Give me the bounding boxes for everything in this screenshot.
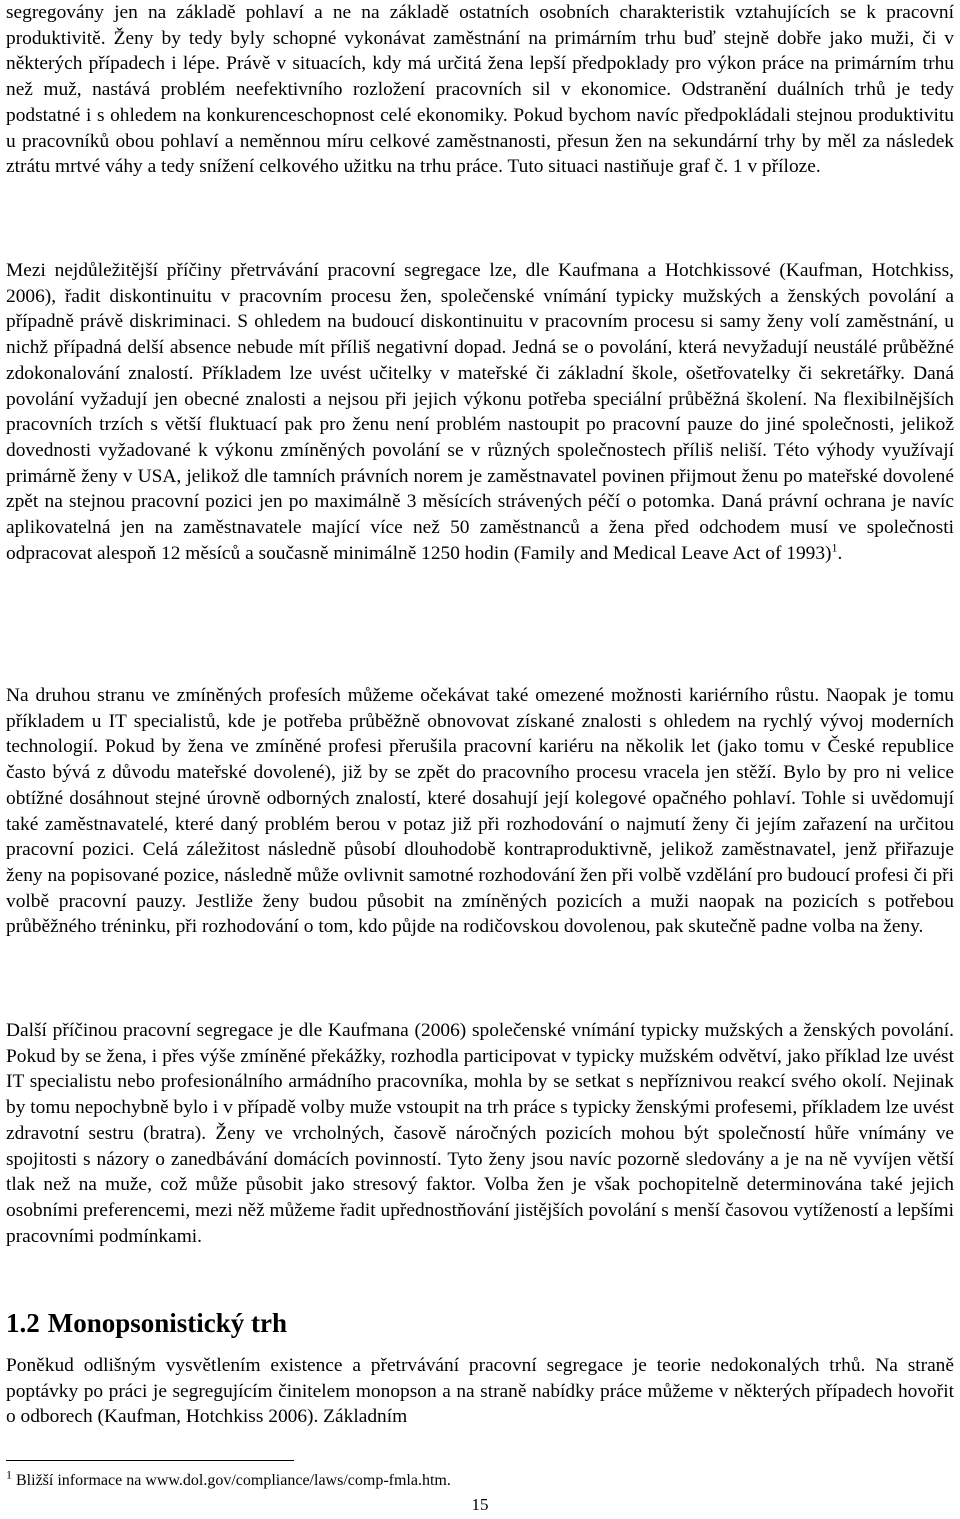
footnote-divider [6, 1460, 294, 1461]
document-page [6, 0, 954, 1519]
section-title: Monopsonistický trh [47, 1308, 288, 1338]
paragraph-2-tail: . [837, 542, 843, 564]
section-heading [6, 1306, 287, 1340]
footnote [6, 1467, 451, 1492]
footnote-marker: 1 [6, 1467, 12, 1482]
page-number: 15 [471, 1495, 489, 1514]
paragraph-2 [6, 258, 954, 566]
paragraph-4: Další příčinou pracovní segregace je dle Kaufmana (2006) společenské vnímání typicky mužských a ženských povolání. Pokud by se žena, i přes výše zmíněné překážky, rozhodla participovat v typicky mužském odvětví, jako příklad lze uvést IT specialistu nebo profesionálního armádního pracovníka, mohla by se setkat s nepříznivou reakcí svého okolí. Nejinak by tomu nepochybně bylo i v případě volby muže vstoupit na trh práce s typicky ženskými profesemi, příkladem lze uvést zdravotní sestru (bratra). Ženy ve vrcholných, časově náročných pozicích mohou být společností hůře vnímány ve spojitosti s názory o zanedbávání domácích povinností. Tyto ženy jsou navíc pozorně sledovány a je na ně vyvíjen větší tlak než na muže, což může působit jako stresový faktor. Volba žen je však pochopitelně determinována také jejich osobními preferencemi, mezi něž můžeme řadit upřednostňování jistějších povolání s menší časovou vytížeností a lepšími pracovními podmínkami. [6, 1020, 954, 1247]
paragraph-3: Na druhou stranu ve zmíněných profesích můžeme očekávat také omezené možnosti kariérního růstu. Naopak je tomu příkladem u IT specialistů, kde je potřeba průběžně obnovovat získané znalosti s ohledem na rychlý vývoj moderních technologií. Pokud by žena ve zmíněné profesi přerušila pracovní kariéru na několik let (jako tomu v České republice často bývá z důvodu mateřské dovolené), již by se zpět do pracovního procesu vracela jen stěží. Bylo by pro ni velice obtížné dosáhnout stejné úrovně odborných znalostí, které dosahují její kolegové opačného pohlaví. Tohle si uvědomují také zaměstnavatelé, které daný problém berou v potaz již při rozhodování o najmutí ženy či jejím zařazení na určitou pracovní pozici. Celá záležitost následně působí dlouhodobě kontraproduktivně, jelikož zaměstnavatel, jenž přiřazuje ženy na popisované pozice, následně může ovlivnit samotné rozhodování žen při volbě vzdělání pro budoucí profesi či při volbě pracovní pauzy. Jestliže ženy budou působit na zmíněných pozicích a muži naopak na pozicích s potřebou průběžného tréninku, při rozhodování o tom, kdo půjde na rodičovskou dovolenou, pak skutečně padne volba na ženy. [6, 685, 954, 938]
footnote-text: Bližší informace na www.dol.gov/compliance/laws/comp-fmla.htm. [12, 1472, 451, 1489]
paragraph-1: segregovány jen na základě pohlaví a ne na základě ostatních osobních charakteristik vztahujících se k pracovní produktivitě. Ženy by tedy byly schopné vykonávat zaměstnání na primárním trhu buď stejně dobře jako muži, či v některých případech i lépe. Právě v situacích, kdy má určitá žena lepší předpoklady pro výkon práce na primárním trhu než muž, nastává problém neefektivního rozložení pracovních sil v ekonomice. Odstranění duálních trhů je tedy podstatné i s ohledem na konkurenceschopnost celé ekonomiky. Pokud bychom navíc předpokládali stejnou produktivitu u pracovníků obou pohlaví a neměnnou míru celkové zaměstnanosti, přesun žen na sekundární trhy by měl za následek ztrátu mrtvé váhy a tedy snížení celkového užitku na trhu práce. Tuto situaci nastiňuje graf č. 1 v příloze. [6, 2, 954, 178]
section-number: 1.2 [6, 1308, 40, 1338]
paragraph-2-text: Mezi nejdůležitější příčiny přetrvávání pracovní segregace lze, dle Kaufmana a Hotchkissové (Kaufman, Hotchkiss, 2006), řadit diskontinuitu v pracovním procesu žen, společenské vnímání typicky mužských a ženských povolání a případně právě diskriminaci. S ohledem na budoucí diskontinuitu v pracovním procesu si samy ženy volí zaměstnání, u nichž případná delší absence nebude mít příliš negativní dopad. Jedná se o povolání, která nevyžadují neustálé průběžné zdokonalování znalostí. Příkladem lze uvést učitelky v mateřské či základní škole, ošetřovatelky či sekretářky. Daná povolání vyžadují jen obecné znalosti a nejsou při jejich výkonu potřeba speciální průběžná školení. Na flexibilnějších pracovních trzích s větší fluktuací pak pro ženu není problém nastoupit po pracovní pauze do jiné společnosti, jelikož dovednosti vyžadované k výkonu zmíněných povolání se v různých společnostech příliš neliší. Této výhody využívají primárně ženy v USA, jelikož dle tamních právních norem je zaměstnavatel povinen přijmout ženu po mateřské dovolené zpět na stejnou pracovní pozici jen po maximálně 3 měsících strávených péčí o potomka. Daná právní ochrana je navíc aplikovatelná jen na zaměstnavatele mající více než 50 zaměstnanců a žena před odchodem musí ve společnosti odpracovat alespoň 12 měsíců a současně minimálně 1250 hodin (Family and Medical Leave Act of 1993) [6, 260, 954, 564]
paragraph-5: Poněkud odlišným vysvětlením existence a přetrvávání pracovní segregace je teorie nedokonalých trhů. Na straně poptávky po práci je segregujícím činitelem monopson a na straně nabídky práce můžeme v některých případech hovořit o odborech (Kaufman, Hotchkiss 2006). Základním [6, 1355, 954, 1428]
footnote-reference[interactable]: 1 [831, 540, 838, 555]
